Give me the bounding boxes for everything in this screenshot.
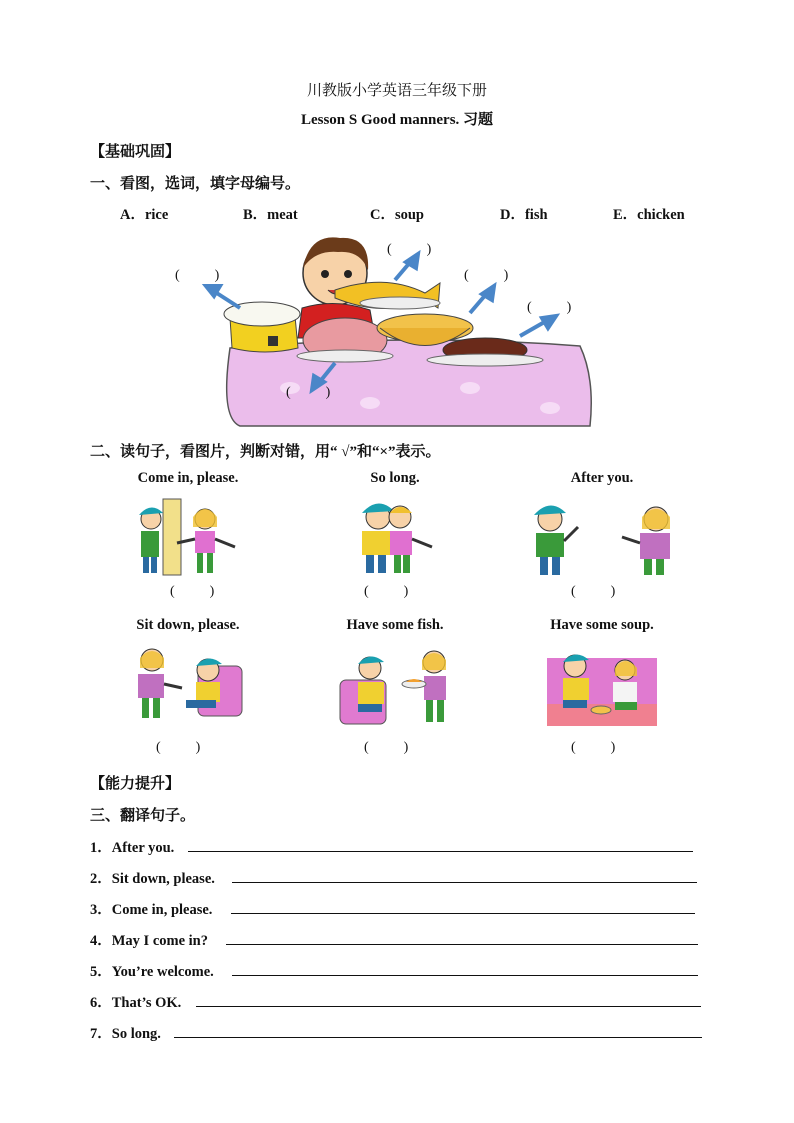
picture-after-you	[528, 497, 678, 577]
judge-blank-5[interactable]: ( )	[364, 740, 409, 755]
answer-blank-rice[interactable]: ( )	[175, 268, 220, 283]
picture-come-in	[133, 497, 243, 577]
picture-have-fish	[338, 648, 453, 726]
translate-line-7[interactable]	[174, 1037, 702, 1038]
picture-have-soup	[545, 648, 660, 728]
question-1: 一、看图，选词，填字母编号。	[90, 176, 301, 192]
sentence-1: Come in, please.	[137, 470, 239, 486]
judge-blank-3[interactable]: ( )	[571, 584, 616, 599]
picture-so-long	[350, 495, 440, 577]
judge-blank-6[interactable]: ( )	[571, 740, 616, 755]
judge-blank-4[interactable]: ( )	[156, 740, 201, 755]
option-e: E．chicken	[613, 207, 685, 223]
section-heading-advanced: 【能力提升】	[90, 776, 181, 792]
answer-blank-chicken[interactable]: ( )	[527, 300, 572, 315]
dinner-table-illustration	[170, 228, 600, 428]
sentence-2: So long.	[370, 470, 420, 486]
translate-item-7: 7．So long.	[90, 1026, 161, 1042]
sentence-5: Have some fish.	[346, 617, 444, 633]
translate-item-1: 1．After you.	[90, 840, 175, 856]
sentence-6: Have some soup.	[550, 617, 654, 633]
answer-blank-soup[interactable]: ( )	[464, 268, 509, 283]
option-a: A．rice	[120, 207, 169, 223]
translate-item-2: 2．Sit down, please.	[90, 871, 215, 887]
translate-item-6: 6．That’s OK.	[90, 995, 182, 1011]
option-b: B．meat	[243, 207, 298, 223]
answer-blank-fish[interactable]: ( )	[387, 242, 432, 257]
section-heading-basic: 【基础巩固】	[90, 144, 181, 160]
answer-blank-meat[interactable]: ( )	[286, 385, 331, 400]
translate-line-1[interactable]	[188, 851, 693, 852]
question-3: 三、翻译句子。	[90, 808, 196, 824]
translate-line-5[interactable]	[232, 975, 698, 976]
translate-item-3: 3．Come in, please.	[90, 902, 213, 918]
translate-item-5: 5．You’re welcome.	[90, 964, 214, 980]
translate-line-3[interactable]	[231, 913, 695, 914]
page-title: 川教版小学英语三年级下册	[306, 81, 487, 99]
translate-line-4[interactable]	[226, 944, 698, 945]
translate-line-2[interactable]	[232, 882, 697, 883]
option-c: C．soup	[370, 207, 424, 223]
translate-item-4: 4．May I come in?	[90, 933, 208, 949]
picture-sit-down	[130, 642, 245, 722]
sentence-4: Sit down, please.	[136, 617, 240, 633]
question-2: 二、读句子，看图片，判断对错，用“ √”和“×”表示。	[90, 444, 441, 460]
option-d: D．fish	[500, 207, 548, 223]
sentence-3: After you.	[570, 470, 634, 486]
translate-line-6[interactable]	[196, 1006, 701, 1007]
page-subtitle: Lesson S Good manners. 习题	[300, 112, 494, 128]
judge-blank-1[interactable]: ( )	[170, 584, 215, 599]
judge-blank-2[interactable]: ( )	[364, 584, 409, 599]
